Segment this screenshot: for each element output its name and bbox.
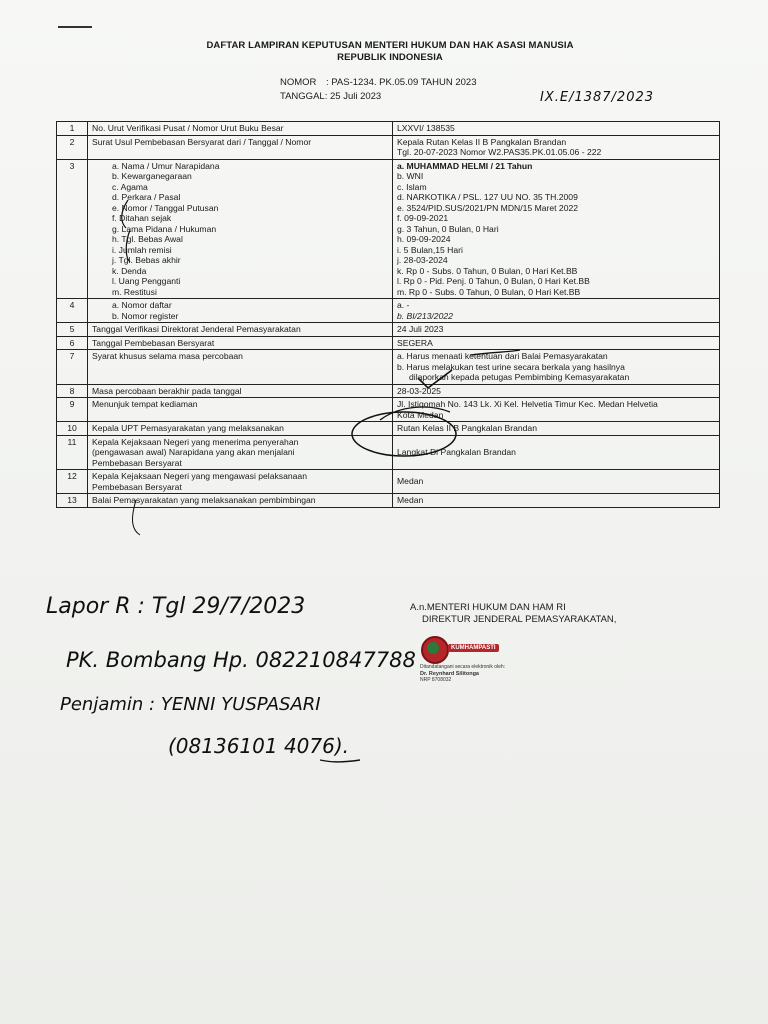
signatory-line2: DIREKTUR JENDERAL PEMASYARAKATAN, [422,614,617,625]
row-label: Balai Pemasyarakatan yang melaksanakan pembimbingan [88,494,393,508]
field-label: f. Ditahan sejak [112,213,172,223]
field-label: a. Nama / Umur Narapidana [112,160,220,171]
field-value: b. WNI [397,171,424,181]
row-label: Surat Usul Pembebasan Bersyarat dari / Tanggal / Nomor [88,135,393,159]
handwritten-report-date: Lapor R : Tgl 29/7/2023 [46,594,306,619]
row-number: 1 [57,122,88,136]
seal-label: KUMHAMPASTI [448,644,499,652]
field-value: h. 09-09-2024 [397,234,451,244]
field-label: h. Tgl. Bebas Awal [112,234,183,244]
handwritten-guarantor: Penjamin : YENNI YUSPASARI [60,694,321,715]
field-label: a. Nomor daftar [112,300,172,310]
row-label: Syarat khusus selama masa percobaan [88,350,393,385]
row-value: Medan [393,494,720,508]
row-number: 6 [57,336,88,350]
label-line: Pembebasan Bersyarat [92,481,182,492]
value-line: a. Harus menaati ketentuan dari Balai Pemasyarakatan [397,351,608,361]
pen-stroke [470,350,520,355]
row-value: Medan [393,470,720,494]
row-label: Masa percobaan berakhir pada tanggal [88,384,393,398]
label-line: Kepala Kejaksaan Negeri yang menerima penyerahan [92,436,299,447]
row-number: 10 [57,422,88,436]
underline-stroke [320,760,360,762]
row-number: 11 [57,435,88,470]
row-value: 24 Juli 2023 [393,323,720,337]
field-value: k. Rp 0 - Subs. 0 Tahun, 0 Bulan, 0 Hari Ket.BB [397,265,578,276]
esign-name: Dr. Reynhard Silitonga [420,670,479,677]
ministry-seal-icon [421,636,449,664]
handwritten-reference: IX.E/1387/2023 [540,90,655,105]
pen-stroke [133,500,140,535]
field-label: m. Restitusi [112,286,157,297]
row-label: Kepala UPT Pemasyarakatan yang melaksanakan [88,422,393,436]
row-label: Tanggal Verifikasi Direktorat Jenderal Pemasyarakatan [88,323,393,337]
value-line: dilaporkan kepada petugas Pembimbing Kemasyarakatan [409,372,630,382]
value-line: Kota Medan [397,409,444,420]
field-label: g. Lama Pidana / Hukuman [112,223,217,234]
circle-annotation [352,412,456,456]
row-value: 28-03-2025 [393,384,720,398]
field-value: j. 28-03-2024 [397,255,448,265]
field-label: c. Agama [112,181,148,192]
pen-stroke [126,230,130,262]
label-line: Kepala Kejaksaan Negeri yang mengawasi pelaksanaan [92,471,307,481]
esign-id: NRP 8708032 [420,677,452,683]
field-label: l. Uang Pengganti [112,276,181,286]
tanggal-label: TANGGAL [280,91,325,102]
field-value: l. Rp 0 - Pid. Penj. 0 Tahun, 0 Bulan, 0 Hari Ket.BB [397,276,590,286]
field-label: j. Tgl. Bebas akhir [112,255,181,265]
row-number: 8 [57,384,88,398]
handwritten-officer-phone: PK. Bombang Hp. 082210847788 [66,648,416,672]
checkmark-icon [418,370,452,388]
electronic-signature [420,664,505,684]
row-number: 7 [57,350,88,385]
field-label: b. Kewarganegaraan [112,171,192,181]
row-number: 2 [57,135,88,159]
field-label: i. Jumlah remisi [112,244,172,255]
signatory-line1: A.n.MENTERI HUKUM DAN HAM RI [410,602,566,613]
row-number: 5 [57,323,88,337]
row-number: 4 [57,299,88,323]
field-label: k. Denda [112,265,147,276]
row-value: Langkat Di Pangkalan Brandan [393,435,720,470]
value-line: Tgl. 20-07-2023 Nomor W2.PAS35.PK.01.05.06 - 222 [397,147,602,157]
row-value: Rutan Kelas II B Pangkalan Brandan [393,422,720,436]
field-value: a. - [397,300,410,310]
field-value: c. Islam [397,181,427,192]
esign-caption: Ditandatangani secara elektronik oleh: [420,664,506,670]
tanggal-value: : 25 Juli 2023 [324,91,382,102]
row-number: 3 [57,159,88,299]
row-label: Menunjuk tempat kediaman [88,398,393,422]
label-line: Pembebasan Bersyarat [92,457,182,468]
field-label: b. Nomor register [112,310,179,321]
row-number: 13 [57,494,88,508]
pen-stroke [122,200,128,228]
header-subtitle: REPUBLIK INDONESIA [337,52,443,63]
field-value: d. NARKOTIKA / PSL. 127 UU NO. 35 TH.2009 [397,192,578,202]
header-title: DAFTAR LAMPIRAN KEPUTUSAN MENTERI HUKUM DAN HAK ASASI MANUSIA [206,40,574,51]
field-value: e. 3524/PID.SUS/2021/PN MDN/15 Maret 2022 [397,202,579,213]
field-value: g. 3 Tahun, 0 Bulan, 0 Hari [397,223,499,234]
row-label: Tanggal Pembebasan Bersyarat [88,336,393,350]
row-number: 9 [57,398,88,422]
field-value: f. 09-09-2021 [397,213,449,223]
value-line: Kepala Rutan Kelas II B Pangkalan Brandan [397,136,567,147]
field-label: e. Nomor / Tanggal Putusan [112,202,219,213]
nomor-value: : PAS-1234. PK.05.09 TAHUN 2023 [326,77,477,88]
row-value: LXXVI/ 138535 [393,122,720,136]
nomor-label: NOMOR [280,77,317,88]
value-line: Jl. Istiqomah No. 143 Lk. Xi Kel. Helvetia Timur Kec. Medan Helvetia [397,399,658,409]
field-value: i. 5 Bulan,15 Hari [397,244,463,255]
row-number: 12 [57,470,88,494]
row-label: No. Urut Verifikasi Pusat / Nomor Urut Buku Besar [88,122,393,136]
row-value: SEGERA [393,336,720,350]
handwritten-guarantor-phone: (08136101 4076). [168,734,350,758]
value-line: b. Harus melakukan test urine secara berkala yang hasilnya [397,361,625,372]
signatory-block [410,602,616,626]
field-value: b. BI/213/2022 [397,310,453,321]
field-value: a. MUHAMMAD HELMI / 21 Tahun [397,160,533,171]
field-value: m. Rp 0 - Subs. 0 Tahun, 0 Bulan, 0 Hari Ket.BB [397,286,581,297]
field-label: d. Perkara / Pasal [112,192,181,202]
label-line: (pengawasan awal) Narapidana yang akan menjalani [92,447,295,457]
